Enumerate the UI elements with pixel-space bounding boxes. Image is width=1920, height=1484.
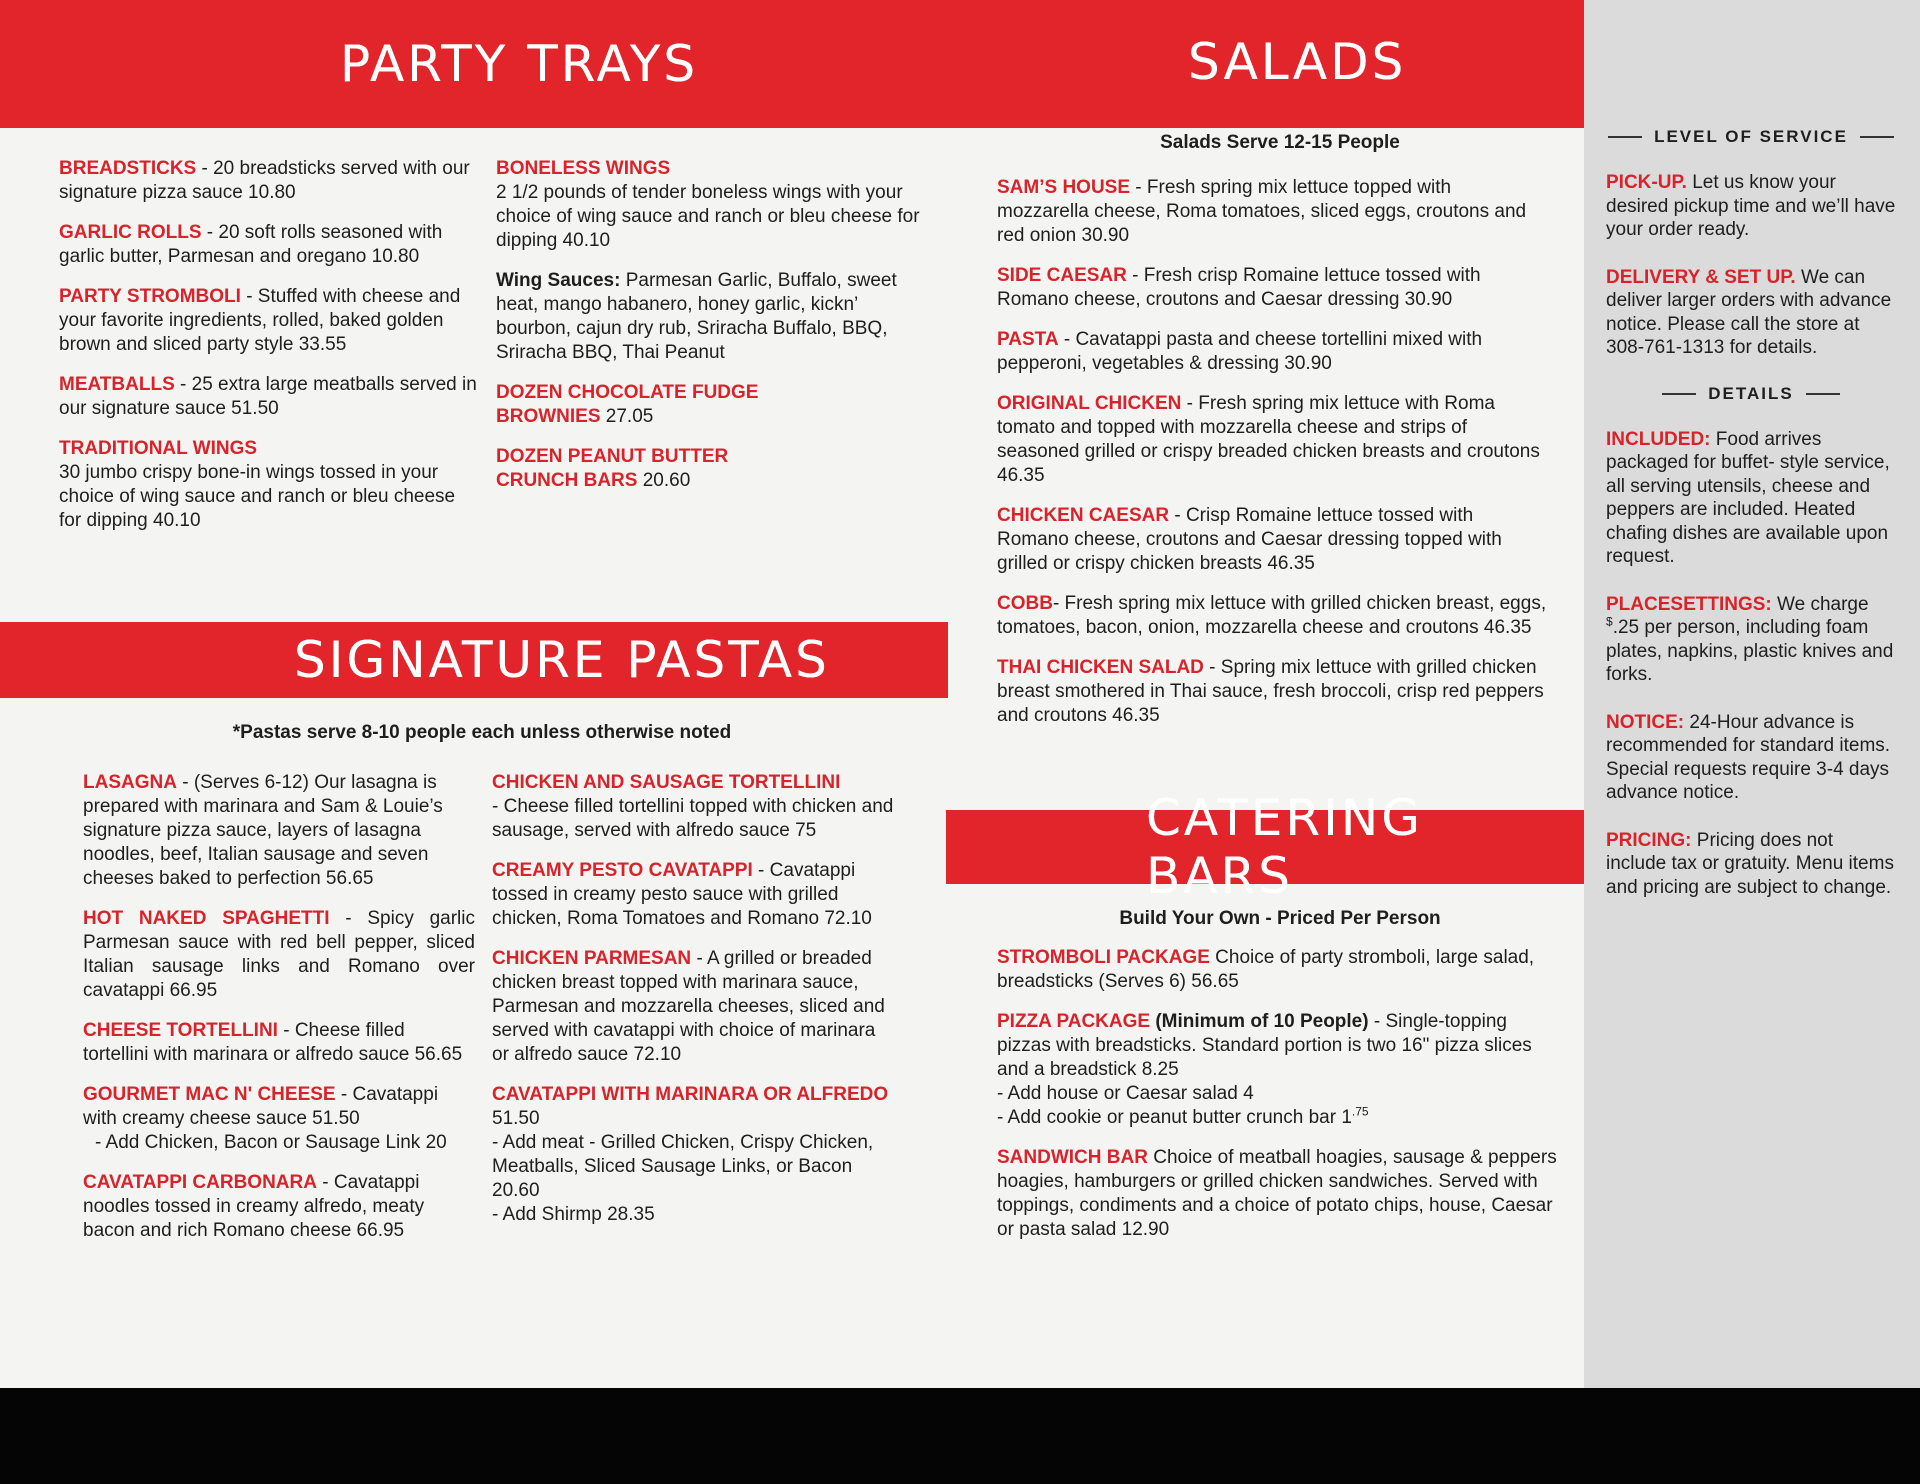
list-item: MEATBALLS - 25 extra large meatballs served in our signature sauce 51.50 bbox=[59, 374, 477, 419]
list-item: CHICKEN AND SAUSAGE TORTELLINI - Cheese filled tortellini topped with chicken and sausage, served with alfredo sauce 75 bbox=[492, 772, 894, 841]
pastas-right bbox=[492, 771, 896, 1243]
list-item: PIZZA PACKAGE (Minimum of 10 People) - Single-topping pizzas with breadsticks. Standard portion is two 16" pizza slices and a breadstick 8.25 - Add house or Caesar salad 4 - Add cookie or peanut butter crunch bar $1^{.75}$ bbox=[997, 1011, 1532, 1128]
sidebar bbox=[1584, 0, 1920, 1484]
list-item: STROMBOLI PACKAGE Choice of party stromboli, large salad, breadsticks (Serves 6) 56.65 bbox=[997, 947, 1535, 992]
list-item: HOT NAKED SPAGHETTI - Spicy garlic Parmesan sauce with red bell pepper, sliced Italian sausage links and Romano over cavatappi 66.95 bbox=[83, 908, 475, 1001]
list-item: PASTA - Cavatappi pasta and cheese tortellini mixed with pepperoni, vegetables & dressing 30.90 bbox=[997, 329, 1483, 374]
catering-note: Build Your Own - Priced Per Person bbox=[1119, 908, 1441, 929]
notice-info: NOTICE: 24-Hour advance is recommended for standard items. Special requests require 3-4 days advance notice. bbox=[1606, 711, 1891, 803]
list-item: DOZEN PEANUT BUTTER CRUNCH BARS 20.60 bbox=[496, 446, 729, 491]
list-item: CHICKEN PARMESAN - A grilled or breaded chicken breast topped with marinara sauce, Parmesan and mozzarella cheeses, sliced and served with cavatappi with choice of marinara or alfredo sauce 72.10 bbox=[492, 948, 885, 1065]
list-item: GARLIC ROLLS - 20 soft rolls seasoned with garlic butter, Parmesan and oregano 10.80 bbox=[59, 222, 443, 267]
list-item: SANDWICH BAR Choice of meatball hoagies, sausage & peppers hoagies, hamburgers or grilled chicken sandwiches. Served with toppings, condiments and a choice of potato chips, house, Caesar or pasta salad 12.90 bbox=[997, 1147, 1557, 1240]
list-item: SIDE CAESAR - Fresh crisp Romaine lettuce tossed with Romano cheese, croutons and Caesar dressing 30.90 bbox=[997, 265, 1481, 310]
placesettings-info: PLACESETTINGS: We charge $.25 per person, including foam plates, napkins, plastic knives and forks. bbox=[1606, 593, 1894, 685]
footer-band bbox=[0, 1388, 1920, 1484]
salads-list bbox=[997, 176, 1547, 744]
pricing-info: PRICING: Pricing does not include tax or gratuity. Menu items and pricing are subject to change. bbox=[1606, 829, 1894, 898]
top-banner bbox=[0, 0, 1584, 128]
party-trays-right bbox=[496, 157, 926, 509]
details-heading: DETAILS bbox=[1606, 384, 1896, 404]
list-item: LASAGNA - (Serves 6-12) Our lasagna is prepared with marinara and Sam & Louie’s signature pizza sauce, layers of lasagna noodles, beef, Italian sausage and seven cheeses baked to perfection 56.65 bbox=[83, 772, 443, 889]
pastas-title: SIGNATURE PASTAS bbox=[294, 631, 830, 689]
included-info: INCLUDED: Food arrives packaged for buffet- style service, all serving utensils, cheese and peppers are included. Heated chafing dishes are available upon request. bbox=[1606, 428, 1890, 567]
list-item: CHICKEN CAESAR - Crisp Romaine lettuce tossed with Romano cheese, croutons and Caesar dressing topped with grilled or crispy chicken breasts 46.35 bbox=[997, 505, 1502, 574]
list-item: GOURMET MAC N' CHEESE - Cavatappi with creamy cheese sauce 51.50 - Add Chicken, Bacon or Sausage Link 20 bbox=[83, 1084, 447, 1153]
catering-banner bbox=[946, 789, 1584, 905]
list-item: ORIGINAL CHICKEN - Fresh spring mix lettuce with Roma tomato and topped with mozzarella cheese and strips of seasoned grilled or crispy breaded chicken breasts and croutons 46.35 bbox=[997, 393, 1540, 486]
list-item: BREADSTICKS - 20 breadsticks served with our signature pizza sauce 10.80 bbox=[59, 158, 470, 203]
catering-title: CATERING BARS bbox=[1146, 789, 1424, 905]
list-item: BONELESS WINGS 2 1/2 pounds of tender boneless wings with your choice of wing sauce and ranch or bleu cheese for dipping 40.10 bbox=[496, 158, 920, 251]
catering-list bbox=[997, 946, 1557, 1258]
list-item: THAI CHICKEN SALAD - Spring mix lettuce with grilled chicken breast smothered in Thai sauce, fresh broccoli, crisp red peppers and croutons 46.35 bbox=[997, 657, 1544, 726]
list-item: TRADITIONAL WINGS 30 jumbo crispy bone-in wings tossed in your choice of wing sauce and ranch or bleu cheese for dipping 40.10 bbox=[59, 438, 456, 531]
pastas-left bbox=[83, 771, 475, 1259]
party-trays-title: PARTY TRAYS bbox=[340, 35, 699, 93]
delivery-info: DELIVERY & SET UP. We can deliver larger orders with advance notice. Please call the store at 308-761-1313 for details. bbox=[1606, 266, 1892, 358]
list-item: CHEESE TORTELLINI - Cheese filled tortellini with marinara or alfredo sauce 56.65 bbox=[83, 1020, 463, 1065]
list-item: Wing Sauces: Parmesan Garlic, Buffalo, sweet heat, mango habanero, honey garlic, kickn’ bourbon, cajun dry rub, Sriracha Buffalo, BBQ, Sriracha BBQ, Thai Peanut bbox=[496, 270, 897, 363]
list-item: CAVATAPPI WITH MARINARA OR ALFREDO 51.50 - Add meat - Grilled Chicken, Crispy Chicken, Meatballs, Sliced Sausage Links, or Bacon 20.60 - Add Shirmp 28.35 bbox=[492, 1084, 889, 1225]
salads-title: SALADS bbox=[1188, 33, 1407, 91]
salads-note: Salads Serve 12-15 People bbox=[1160, 132, 1400, 153]
pastas-note: *Pastas serve 8-10 people each unless otherwise noted bbox=[232, 722, 732, 743]
list-item: SAM’S HOUSE - Fresh spring mix lettuce topped with mozzarella cheese, Roma tomatoes, sliced eggs, croutons and red onion 30.90 bbox=[997, 177, 1527, 246]
pastas-banner bbox=[0, 622, 948, 698]
pickup-info: PICK-UP. Let us know your desired pickup time and we’ll have your order ready. bbox=[1606, 172, 1896, 240]
list-item: DOZEN CHOCOLATE FUDGE BROWNIES 27.05 bbox=[496, 382, 759, 427]
list-item: PARTY STROMBOLI - Stuffed with cheese and your favorite ingredients, rolled, baked golden brown and sliced party style 33.55 bbox=[59, 286, 461, 355]
list-item: CREAMY PESTO CAVATAPPI - Cavatappi tossed in creamy pesto sauce with grilled chicken, Roma Tomatoes and Romano 72.10 bbox=[492, 860, 872, 929]
list-item: COBB- Fresh spring mix lettuce with grilled chicken breast, eggs, tomatoes, bacon, onion, mozzarella cheese and croutons 46.35 bbox=[997, 593, 1547, 638]
party-trays-left bbox=[59, 157, 477, 549]
list-item: CAVATAPPI CARBONARA - Cavatappi noodles tossed in creamy alfredo, meaty bacon and rich Romano cheese 66.95 bbox=[83, 1172, 425, 1241]
level-of-service-heading: LEVEL OF SERVICE bbox=[1606, 127, 1896, 147]
